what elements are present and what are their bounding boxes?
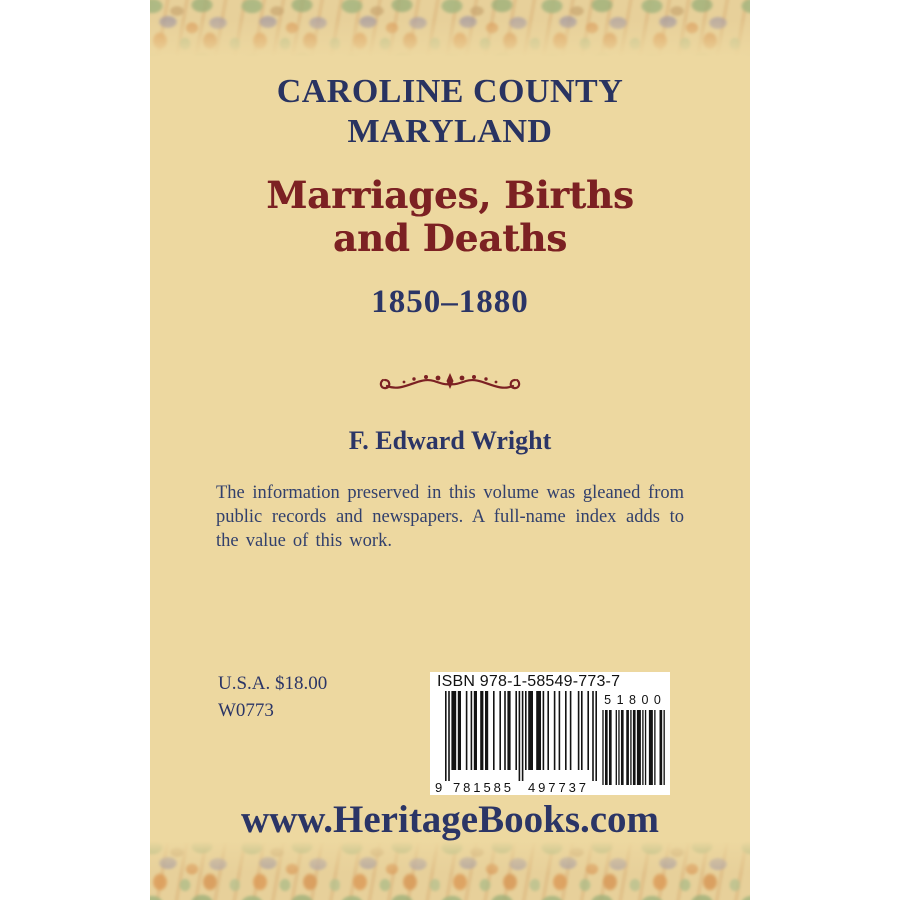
book-description: The information preserved in this volume was gleaned from public records and newspapers. A full-name index adds to the value of this work. (216, 483, 684, 552)
border-fade (150, 0, 750, 57)
border-fade (150, 841, 750, 900)
ean13-digit-first: 9 (435, 780, 443, 794)
barcode-panel (430, 672, 670, 795)
ornament-container (150, 366, 750, 399)
price-addon-digits: 5 1 8 0 0 (604, 693, 662, 707)
book-title (150, 72, 750, 152)
flourish-ornament-icon (374, 366, 526, 394)
book-subtitle (150, 174, 750, 261)
item-code-label: W0773 (218, 699, 274, 721)
book-back-cover (150, 0, 750, 900)
ean13-digits-left: 781585 (453, 780, 511, 794)
price-addon-barcode (600, 710, 666, 786)
title-line-2: MARYLAND (347, 113, 553, 151)
subtitle-line-1: Marriages, Births (266, 173, 634, 217)
ean13-barcode (435, 691, 599, 794)
bottom-border-pattern (150, 841, 750, 900)
subtitle-line-2: and Deaths (332, 216, 568, 261)
price-block (218, 671, 327, 725)
price-label: U.S.A. $18.00 (218, 673, 328, 694)
top-border-pattern (150, 0, 750, 57)
edition-years: 1850–1880 (371, 284, 529, 320)
ean13-digits-right: 497737 (528, 780, 586, 794)
isbn-label: ISBN 978-1-58549-773-7 (437, 673, 621, 690)
title-line-1: CAROLINE COUNTY (276, 73, 624, 110)
author-name: F. Edward Wright (348, 426, 552, 455)
website-url: www.HeritageBooks.com (240, 798, 660, 841)
